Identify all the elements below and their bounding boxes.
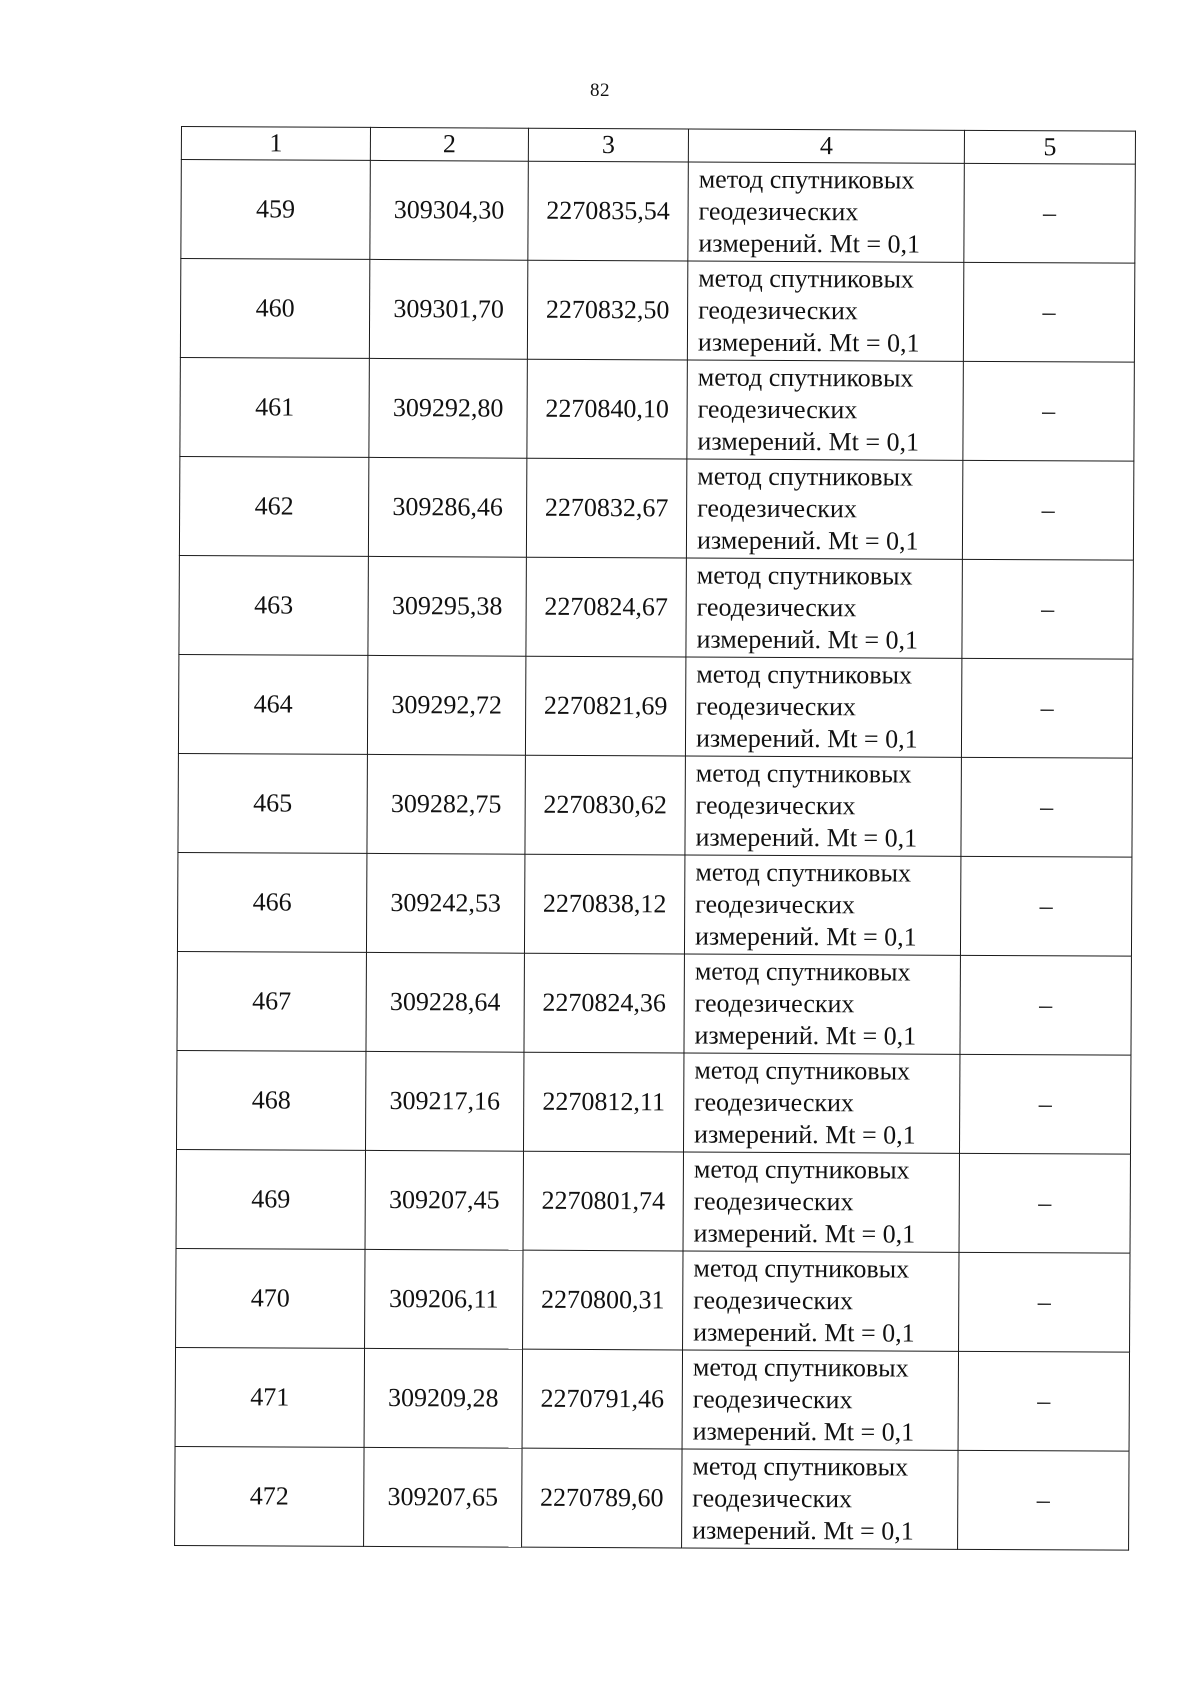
point-number-cell: 465 bbox=[178, 753, 367, 853]
method-line-1: метод спутниковых bbox=[695, 758, 912, 789]
x-coordinate-cell: 309292,72 bbox=[367, 655, 525, 755]
method-line-3: измерений. Mt = 0,1 bbox=[693, 1317, 915, 1348]
point-number-cell: 470 bbox=[176, 1248, 365, 1348]
point-number-cell: 471 bbox=[175, 1347, 364, 1447]
method-line-3: измерений. Mt = 0,1 bbox=[692, 1416, 915, 1447]
y-coordinate-cell: 2270830,62 bbox=[525, 755, 685, 855]
y-coordinate-cell: 2270835,54 bbox=[528, 161, 688, 261]
method-line-3: измерений. Mt = 0,1 bbox=[695, 822, 918, 853]
table-row bbox=[175, 1347, 1129, 1451]
method-line-2: геодезических bbox=[697, 493, 857, 524]
note-cell: – bbox=[959, 1252, 1130, 1352]
method-line-3: измерений. Mt = 0,1 bbox=[694, 1020, 917, 1051]
method-cell bbox=[682, 1350, 958, 1450]
note-cell: – bbox=[959, 1054, 1130, 1154]
table-row bbox=[180, 259, 1134, 363]
table-row bbox=[180, 357, 1134, 461]
point-number-cell: 462 bbox=[179, 456, 368, 556]
y-coordinate-cell: 2270840,10 bbox=[527, 359, 687, 459]
method-line-2: геодезических bbox=[694, 988, 855, 1019]
y-coordinate-cell: 2270832,50 bbox=[527, 260, 687, 360]
point-number-cell: 463 bbox=[179, 555, 368, 655]
table-row bbox=[178, 753, 1132, 857]
method-line-1: метод спутниковых bbox=[692, 1451, 909, 1482]
point-number-cell: 469 bbox=[176, 1149, 365, 1249]
x-coordinate-cell: 309207,65 bbox=[364, 1447, 522, 1547]
point-number-cell: 472 bbox=[175, 1446, 364, 1546]
method-line-2: геодезических bbox=[696, 691, 856, 722]
method-cell bbox=[686, 558, 962, 658]
method-line-1: метод спутниковых bbox=[697, 461, 914, 492]
note-cell: – bbox=[961, 658, 1132, 758]
y-coordinate-cell: 2270800,31 bbox=[523, 1250, 683, 1350]
table-row bbox=[179, 456, 1133, 560]
table-row bbox=[176, 1248, 1130, 1352]
point-number-cell: 467 bbox=[177, 951, 366, 1051]
method-line-1: метод спутниковых bbox=[698, 164, 915, 195]
method-line-3: измерений. Mt = 0,1 bbox=[697, 327, 920, 358]
note-cell: – bbox=[958, 1450, 1129, 1550]
method-line-3: измерений. Mt = 0,1 bbox=[692, 1515, 914, 1546]
method-cell bbox=[687, 360, 963, 460]
method-line-3: измерений. Mt = 0,1 bbox=[696, 525, 919, 556]
y-coordinate-cell: 2270801,74 bbox=[523, 1151, 683, 1251]
point-number-cell: 459 bbox=[181, 160, 370, 260]
y-coordinate-cell: 2270789,60 bbox=[522, 1448, 682, 1548]
note-cell: – bbox=[963, 262, 1134, 362]
table-row bbox=[175, 1446, 1129, 1550]
table-header bbox=[181, 127, 1135, 165]
header-row bbox=[181, 127, 1135, 165]
method-line-3: измерений. Mt = 0,1 bbox=[697, 426, 920, 457]
method-line-1: метод спутниковых bbox=[694, 1055, 911, 1086]
method-line-1: метод спутниковых bbox=[695, 857, 912, 888]
method-line-2: геодезических bbox=[695, 889, 856, 920]
x-coordinate-cell: 309295,38 bbox=[368, 556, 526, 656]
method-line-3: измерений. Mt = 0,1 bbox=[694, 1119, 916, 1150]
x-coordinate-cell: 309217,16 bbox=[365, 1051, 523, 1151]
column-header-3: 3 bbox=[528, 128, 688, 162]
note-cell: – bbox=[963, 361, 1134, 461]
method-line-2: геодезических bbox=[697, 394, 858, 425]
method-line-3: измерений. Mt = 0,1 bbox=[698, 228, 921, 259]
note-cell: – bbox=[959, 1153, 1130, 1253]
method-cell bbox=[684, 954, 960, 1054]
method-line-2: геодезических bbox=[692, 1384, 853, 1415]
method-cell bbox=[688, 162, 964, 262]
x-coordinate-cell: 309304,30 bbox=[370, 160, 528, 260]
point-number-cell: 468 bbox=[176, 1050, 365, 1150]
column-header-4: 4 bbox=[688, 129, 964, 163]
point-number-cell: 460 bbox=[180, 259, 369, 359]
note-cell: – bbox=[958, 1351, 1129, 1451]
table-row bbox=[177, 852, 1131, 956]
method-line-3: измерений. Mt = 0,1 bbox=[694, 921, 917, 952]
method-cell bbox=[684, 855, 960, 955]
note-cell: – bbox=[960, 856, 1131, 956]
note-cell: – bbox=[964, 163, 1135, 263]
point-number-cell: 466 bbox=[177, 852, 366, 952]
y-coordinate-cell: 2270791,46 bbox=[522, 1349, 682, 1449]
method-line-1: метод спутниковых bbox=[694, 956, 911, 987]
note-cell: – bbox=[962, 460, 1133, 560]
method-line-1: метод спутниковых bbox=[698, 263, 915, 294]
coordinates-table bbox=[174, 126, 1136, 1551]
method-line-1: метод спутниковых bbox=[696, 659, 913, 690]
method-line-2: геодезических bbox=[698, 295, 858, 326]
column-header-5: 5 bbox=[964, 130, 1135, 164]
method-line-3: измерений. Mt = 0,1 bbox=[695, 723, 918, 754]
method-line-2: геодезических bbox=[693, 1186, 854, 1217]
method-line-1: метод спутниковых bbox=[697, 362, 914, 393]
method-line-2: геодезических bbox=[694, 1087, 855, 1118]
y-coordinate-cell: 2270821,69 bbox=[525, 656, 685, 756]
method-line-1: метод спутниковых bbox=[696, 560, 913, 591]
column-header-2: 2 bbox=[370, 127, 528, 161]
method-cell bbox=[683, 1251, 959, 1351]
table-row bbox=[176, 1050, 1130, 1154]
table-row bbox=[177, 951, 1131, 1055]
x-coordinate-cell: 309242,53 bbox=[366, 853, 524, 953]
y-coordinate-cell: 2270824,67 bbox=[526, 557, 686, 657]
note-cell: – bbox=[961, 757, 1132, 857]
y-coordinate-cell: 2270812,11 bbox=[523, 1052, 683, 1152]
point-number-cell: 461 bbox=[180, 357, 369, 457]
x-coordinate-cell: 309292,80 bbox=[369, 358, 527, 458]
x-coordinate-cell: 309282,75 bbox=[367, 754, 525, 854]
x-coordinate-cell: 309209,28 bbox=[364, 1348, 522, 1448]
x-coordinate-cell: 309206,11 bbox=[365, 1249, 523, 1349]
method-line-3: измерений. Mt = 0,1 bbox=[696, 624, 919, 655]
point-number-cell: 464 bbox=[178, 654, 367, 754]
y-coordinate-cell: 2270832,67 bbox=[526, 458, 686, 558]
method-line-2: геодезических bbox=[695, 790, 856, 821]
method-cell bbox=[683, 1152, 959, 1252]
method-line-2: геодезических bbox=[696, 592, 857, 623]
method-line-3: измерений. Mt = 0,1 bbox=[693, 1218, 916, 1249]
method-line-2: геодезических bbox=[693, 1285, 854, 1316]
y-coordinate-cell: 2270824,36 bbox=[524, 953, 684, 1053]
column-header-1: 1 bbox=[181, 127, 370, 161]
x-coordinate-cell: 309228,64 bbox=[366, 952, 524, 1052]
method-cell bbox=[682, 1449, 958, 1549]
table-row bbox=[181, 160, 1135, 264]
x-coordinate-cell: 309207,45 bbox=[365, 1150, 523, 1250]
note-cell: – bbox=[962, 559, 1133, 659]
method-line-1: метод спутниковых bbox=[692, 1352, 909, 1383]
method-cell bbox=[687, 261, 963, 361]
method-cell bbox=[685, 657, 961, 757]
y-coordinate-cell: 2270838,12 bbox=[524, 854, 684, 954]
table-row bbox=[176, 1149, 1130, 1253]
table-row bbox=[179, 555, 1133, 659]
page-number: 82 bbox=[590, 80, 610, 101]
method-cell bbox=[686, 459, 962, 559]
method-line-1: метод спутниковых bbox=[693, 1154, 910, 1185]
method-line-2: геодезических bbox=[692, 1483, 853, 1514]
table-row bbox=[178, 654, 1132, 758]
x-coordinate-cell: 309301,70 bbox=[369, 259, 527, 359]
table-body bbox=[175, 160, 1136, 1551]
method-cell bbox=[685, 756, 961, 856]
method-cell bbox=[683, 1053, 959, 1153]
x-coordinate-cell: 309286,46 bbox=[368, 457, 526, 557]
method-line-2: геодезических bbox=[698, 196, 859, 227]
method-line-1: метод спутниковых bbox=[693, 1253, 910, 1284]
note-cell: – bbox=[960, 955, 1131, 1055]
